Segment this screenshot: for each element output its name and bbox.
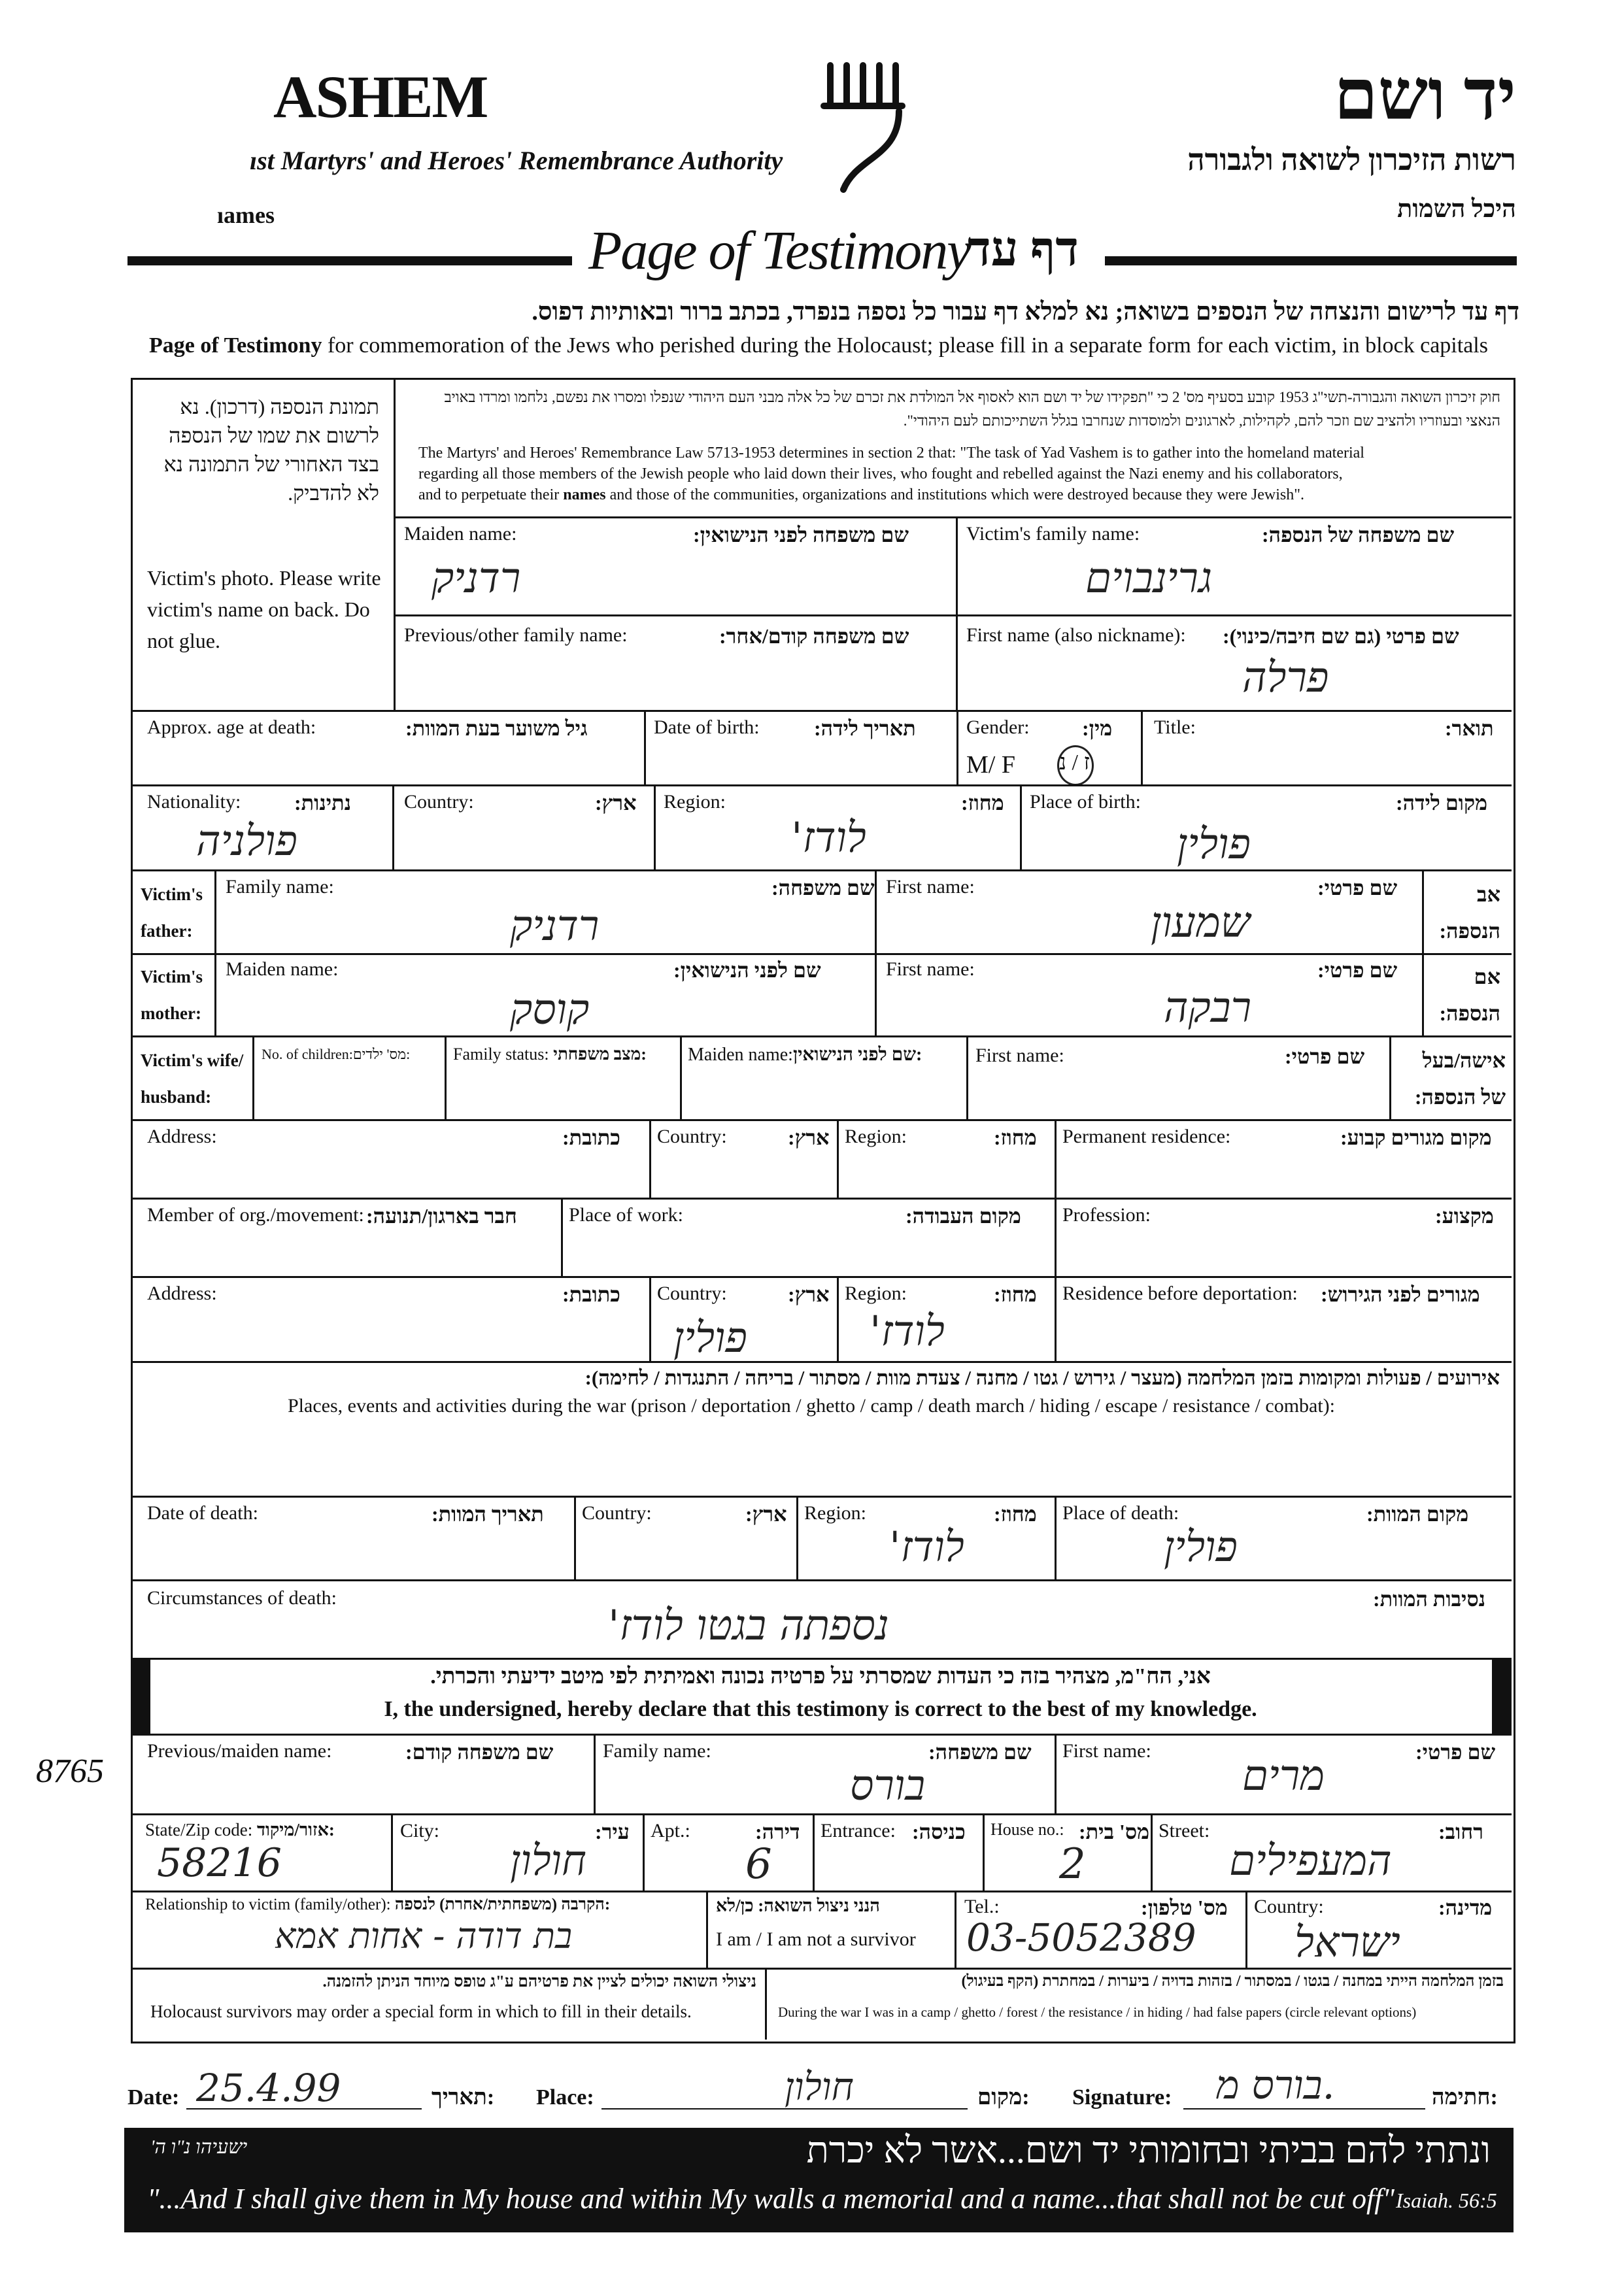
address-country-label-he: ארץ: <box>788 1126 830 1149</box>
mother-label-en: Victim's mother: <box>141 967 203 1023</box>
w-country-label-he: מדינה: <box>1438 1896 1493 1919</box>
w-first-value[interactable]: מרים <box>1242 1752 1325 1800</box>
w-country-label-en: Country: <box>1254 1896 1324 1917</box>
children-label-he: מס' ילדים: <box>352 1046 411 1062</box>
mother-first-value[interactable]: רבקה <box>1164 984 1252 1032</box>
relation-label-en: Relationship to victim (family/other): <box>145 1896 391 1913</box>
father-first-label-en: First name: <box>886 876 975 898</box>
mother-label-he: אם הנספה: <box>1439 965 1500 1025</box>
houseno-value[interactable]: 2 <box>1059 1840 1086 1889</box>
w-country-value[interactable]: ישראל <box>1294 1919 1400 1967</box>
intro-en <box>149 333 1488 358</box>
mother-first-label-he: שם פרטי: <box>1317 958 1398 982</box>
zip-label-en: State/Zip code: <box>145 1820 253 1840</box>
row-circ-rule <box>131 1579 1512 1581</box>
law-en3c: and those of the communities, organizations and institutions which were destroyed because they were Jewish". <box>605 486 1305 503</box>
father-first-value[interactable]: שמעון <box>1151 899 1251 947</box>
rel-div-2 <box>955 1891 956 1968</box>
waddr-div-5 <box>1151 1813 1153 1891</box>
yad-vashem-logo <box>817 59 915 196</box>
nat-div-3 <box>1020 784 1022 869</box>
declaration-bar-left <box>131 1658 150 1734</box>
resdep-region-label-en: Region: <box>845 1283 907 1304</box>
intro-en-text: for commemoration of the Jews who perished during the Holocaust; please fill in a separate form for each victim, in block capitals <box>322 333 1488 358</box>
family-name-label-he: שם משפחה של הנספה: <box>1262 523 1455 546</box>
waddr-div-4 <box>983 1813 985 1891</box>
signature-label-en: Signature: <box>1072 2085 1172 2110</box>
intro-he: דף עד לרישום והנצחה של הנספים בשואה; נא למלא דף עבור כל נספה בנפרד, בכתב ברור ובאותיות דפוס. <box>532 298 1519 326</box>
mother-maiden-label-en: Maiden name: <box>226 958 339 980</box>
dod-label-en: Date of death: <box>147 1502 258 1524</box>
dod-label-he: תאריך המוות: <box>431 1502 544 1526</box>
title-label-he: תואר: <box>1445 716 1494 740</box>
relation-label-he: הקרבה (משפחתית/אחרת) לנספה: <box>394 1896 611 1913</box>
dod-div-3 <box>1055 1496 1057 1579</box>
dod-div-2 <box>796 1496 798 1579</box>
pod-label-he: מקום המוות: <box>1366 1502 1469 1526</box>
w-prevmaiden-label-he: שם משפחה קודם: <box>405 1740 554 1764</box>
resdep-div-2 <box>837 1276 839 1361</box>
row-notes-rule <box>131 1968 1512 1970</box>
spouse-div-2 <box>445 1035 447 1119</box>
address-label-en: Address: <box>147 1126 217 1147</box>
gender-label-he: מין: <box>1082 716 1113 740</box>
addr-div-3 <box>1055 1119 1057 1198</box>
nationality-value[interactable]: פולניה <box>196 817 297 866</box>
gender-circle <box>1057 745 1094 786</box>
margin-number: 8765 <box>36 1753 104 1790</box>
quote-source-he: ישעיהו נ"ו ה' <box>150 2136 248 2158</box>
law-rule <box>394 516 1512 518</box>
special-form-en: Holocaust survivors may order a special form in which to fill in their details. <box>150 2002 692 2021</box>
wname-div-2 <box>1055 1734 1057 1813</box>
row-age-rule <box>131 710 1512 712</box>
first-name-value[interactable]: פרלה <box>1242 654 1329 702</box>
circ-label-en: Circumstances of death: <box>147 1587 337 1609</box>
quote-en: "...And I shall give them in My house and within My walls a memorial and a name...that shall not be cut off" <box>147 2183 1395 2215</box>
maiden-name-value[interactable]: רדניק <box>431 554 521 603</box>
family-status-label-en: Family status: <box>453 1045 549 1064</box>
pod-value[interactable]: פולין <box>1164 1523 1238 1572</box>
spouse-div-3 <box>680 1035 682 1119</box>
circ-label-he: נסיבות המוות: <box>1373 1587 1486 1611</box>
family-name-value[interactable]: גרינבוים <box>1085 554 1213 603</box>
law-en3b: names <box>563 486 606 503</box>
row-nat-rule <box>131 784 1512 786</box>
relation-value[interactable]: בת דודה - אחות אמא <box>275 1915 572 1957</box>
w-family-label-en: Family name: <box>603 1740 711 1762</box>
place-label-en: Place: <box>536 2085 594 2110</box>
org-subtitle-en: ıst Martyrs' and Heroes' Remembrance Authority <box>250 146 783 175</box>
page-title-en: Page of Testimony <box>588 220 970 281</box>
row-waddr-rule <box>131 1813 1512 1815</box>
events-label-he: אירועים / פעולות ומקומות בזמן המלחמה (מעצר / גירוש / גטו / מחנה / צעדת מוות / מסתור / בריחה / התנגדות / לחימה): <box>584 1366 1500 1389</box>
row-address-rule <box>131 1119 1512 1121</box>
nationality-label-en: Nationality: <box>147 791 241 813</box>
resdep-country-label-he: ארץ: <box>788 1283 830 1306</box>
father-div-2 <box>875 869 877 953</box>
address-label-he: כתובת: <box>562 1126 620 1149</box>
entrance-label-he: כניסה: <box>912 1820 966 1843</box>
father-family-label-he: שם משפחה: <box>771 876 875 899</box>
city-label-en: City: <box>400 1820 440 1841</box>
page-title-he: דף עד <box>968 223 1079 277</box>
gender-options[interactable]: M/ F <box>966 751 1015 779</box>
resdep-address-label-he: כתובת: <box>562 1283 620 1306</box>
perm-residence-label-en: Permanent residence: <box>1062 1126 1231 1147</box>
dod-country-label-he: ארץ: <box>745 1502 787 1526</box>
country-label-he: ארץ: <box>595 791 637 815</box>
region-value[interactable]: לודז' <box>791 814 866 862</box>
tel-label-he: מס' טלפון: <box>1141 1896 1228 1919</box>
row-wname-rule <box>131 1734 1512 1736</box>
age-label-he: גיל משוער בעת המוות: <box>405 716 588 740</box>
org-name-en: ASHEM <box>273 63 488 130</box>
address-region-label-en: Region: <box>845 1126 907 1147</box>
father-family-label-en: Family name: <box>226 876 334 898</box>
row-member-rule <box>131 1198 1512 1200</box>
pob-label-he: מקום לידה: <box>1396 791 1488 815</box>
waddr-div-3 <box>813 1813 815 1891</box>
father-family-value[interactable]: רדניק <box>510 902 600 950</box>
previous-name-label-he: שם משפחה קודם/אחר: <box>719 624 909 648</box>
profession-label-he: מקצוע: <box>1435 1204 1494 1228</box>
waddr-div-1 <box>391 1813 393 1891</box>
hall-of-names-he: היכל השמות <box>1397 195 1516 223</box>
zip-label <box>145 1820 335 1840</box>
spouse-maiden-label <box>688 1045 922 1066</box>
mother-maiden-label-he: שם לפני הנישואין: <box>673 958 821 982</box>
gender-label-en: Gender: <box>966 716 1030 738</box>
nat-div-1 <box>392 784 394 869</box>
mother-first-label-en: First name: <box>886 958 975 980</box>
row-resdep-rule <box>131 1276 1512 1278</box>
w-first-label-en: First name: <box>1062 1740 1151 1762</box>
street-label-en: Street: <box>1159 1820 1210 1841</box>
family-status-label <box>453 1045 647 1064</box>
resdep-label-en: Residence before deportation: <box>1062 1283 1298 1304</box>
zip-value[interactable]: 58216 <box>157 1840 282 1886</box>
spouse-first-label-en: First name: <box>975 1045 1064 1066</box>
region-label-he: מחוז: <box>961 791 1004 815</box>
apt-label-en: Apt.: <box>651 1820 690 1841</box>
dod-region-label-en: Region: <box>804 1502 866 1524</box>
photo-box-divider <box>394 378 396 710</box>
tel-label-en: Tel.: <box>964 1896 1000 1917</box>
title-label-en: Title: <box>1154 716 1196 738</box>
family-status-label-he: מצב משפחתי: <box>553 1045 647 1064</box>
resdep-country-value[interactable]: פולין <box>673 1314 747 1362</box>
age-div-2 <box>956 710 958 784</box>
circ-value[interactable]: נספתה בגטו לודז' <box>608 1602 889 1650</box>
signature-label-he: חתימה: <box>1432 2085 1498 2110</box>
resdep-country-label-en: Country: <box>657 1283 727 1304</box>
spouse-div-1 <box>252 1035 254 1119</box>
children-label-en: No. of children: <box>262 1046 353 1062</box>
spouse-first-label-he: שם פרטי: <box>1285 1045 1365 1068</box>
resdep-region-label-he: מחוז: <box>994 1283 1037 1306</box>
wname-div-1 <box>594 1734 596 1813</box>
first-name-label-en: First name (also nickname): <box>966 624 1186 646</box>
declaration-bar-right <box>1492 1658 1512 1734</box>
resdep-address-label-en: Address: <box>147 1283 217 1304</box>
quote-source-en: Isaiah. 56:5 <box>1396 2189 1497 2212</box>
city-label-he: עיר: <box>595 1820 630 1843</box>
mother-maiden-value[interactable]: קוסק <box>510 986 590 1034</box>
during-war-en: During the war I was in a camp / ghetto / forest / the resistance / in hiding / had false papers (circle relevant options) <box>778 2004 1417 2020</box>
apt-label-he: דירה: <box>755 1820 800 1843</box>
w-family-label-he: שם משפחה: <box>928 1740 1032 1764</box>
member-label-he: חבר בארגון/תנועה: <box>366 1204 517 1228</box>
relation-label <box>145 1896 610 1914</box>
tel-value[interactable]: 03-5052389 <box>966 1915 1196 1960</box>
photo-instructions-en: Victim's photo. Please write victim's name on back. Do not glue. <box>147 566 381 652</box>
quote-he: ונתתי להם בביתי ובחומותי יד ושם...אשר לא יכרת <box>806 2130 1491 2171</box>
member-div-2 <box>1055 1198 1057 1276</box>
resdep-label-he: מגורים לפני הגירוש: <box>1321 1283 1480 1306</box>
law-text-en-2: regarding all those members of the Jewish people who laid down their lives, who fought and rebelled against the Nazi enemy and his collaborators, <box>418 465 1343 482</box>
row-events-rule <box>131 1361 1512 1363</box>
row-dod-rule <box>131 1496 1512 1498</box>
nationality-label-he: נתינות: <box>294 791 352 815</box>
resdep-div-1 <box>649 1276 651 1361</box>
member-label-en: Member of org./movement: <box>147 1204 364 1226</box>
age-label-en: Approx. age at death: <box>147 716 316 738</box>
w-prevmaiden-label-en: Previous/maiden name: <box>147 1740 332 1762</box>
spouse-maiden-label-en: Maiden name: <box>688 1045 793 1065</box>
father-first-label-he: שם פרטי: <box>1317 876 1398 899</box>
name-divider <box>956 516 958 710</box>
region-label-en: Region: <box>664 791 726 813</box>
dod-country-label-en: Country: <box>582 1502 652 1524</box>
w-family-value[interactable]: בורס <box>850 1762 926 1810</box>
signature-line <box>1183 2108 1425 2110</box>
row-mother-rule <box>131 953 1512 955</box>
spouse-div-4 <box>966 1035 968 1119</box>
date-value[interactable]: 25.4.99 <box>196 2066 341 2110</box>
houseno-label-he: מס' בית: <box>1079 1820 1150 1843</box>
law-text-en-3 <box>418 486 1304 504</box>
city-value[interactable]: חולון <box>510 1837 586 1885</box>
profession-label-en: Profession: <box>1062 1204 1151 1226</box>
law-en3a: and to perpetuate their <box>418 486 564 503</box>
mother-div-3 <box>1422 953 1424 1035</box>
pod-label-en: Place of death: <box>1062 1502 1179 1524</box>
pob-value[interactable]: פולין <box>1177 820 1251 869</box>
title-rule-left <box>127 256 572 265</box>
declaration-en: I, the undersigned, hereby declare that this testimony is correct to the best of my knowledge. <box>384 1697 1257 1721</box>
age-div-1 <box>644 710 646 784</box>
apt-value[interactable]: 6 <box>745 1840 772 1889</box>
member-div-1 <box>561 1198 563 1276</box>
children-label <box>262 1046 410 1063</box>
address-region-label-he: מחוז: <box>994 1126 1037 1149</box>
rel-div-3 <box>1245 1891 1247 1968</box>
pob-label-en: Place of birth: <box>1030 791 1141 813</box>
place-label-he: מקום: <box>977 2085 1030 2110</box>
row-spouse-rule <box>131 1035 1512 1037</box>
spouse-div-5 <box>1389 1035 1391 1119</box>
date-label-he: תאריך: <box>431 2085 495 2110</box>
rel-div-1 <box>706 1891 708 1968</box>
title-rule-right <box>1105 256 1517 265</box>
row-decl-rule <box>131 1658 1512 1660</box>
waddr-div-2 <box>643 1813 645 1891</box>
previous-name-label-en: Previous/other family name: <box>404 624 628 646</box>
father-label-en: Victim's father: <box>141 884 203 941</box>
family-name-label-en: Victim's family name: <box>966 523 1140 545</box>
row-father-rule <box>131 869 1512 871</box>
mother-div-2 <box>875 953 877 1035</box>
special-form-he: ניצולי השואה יכולים לציין את פרטיהם ע"ג טופס מיוחד הניתן להזמנה. <box>322 1973 756 1991</box>
dod-region-value[interactable]: לודז' <box>889 1523 964 1572</box>
perm-residence-label-he: מקום מגורים קבוע: <box>1340 1126 1492 1149</box>
events-label-en: Places, events and activities during the war (prison / deportation / ghetto / camp / death march / hiding / escape / resistance / combat): <box>288 1395 1336 1417</box>
father-div-3 <box>1422 869 1424 953</box>
signature-value[interactable]: בורס מ. <box>1216 2062 1335 2108</box>
dob-label-he: תאריך לידה: <box>814 716 916 740</box>
place-value[interactable]: חולון <box>785 2064 854 2109</box>
work-label-en: Place of work: <box>569 1204 683 1226</box>
spouse-maiden-label-he: שם לפני הנישואין: <box>792 1045 922 1065</box>
law-text-en-1: The Martyrs' and Heroes' Remembrance Law 5713-1953 determines in section 2 that: "The task of Yad Vashem is to gather into the homeland material <box>418 445 1364 462</box>
work-label-he: מקום העבודה: <box>905 1204 1021 1228</box>
row-relation-rule <box>131 1891 1512 1892</box>
org-subtitle-he: רשות הזיכרון לשואה ולגבורה <box>1187 143 1516 176</box>
date-label-en: Date: <box>127 2085 180 2110</box>
father-div-1 <box>214 869 216 953</box>
maiden-name-label-en: Maiden name: <box>404 523 517 545</box>
org-name-he: יד ושם <box>1334 57 1516 135</box>
country-label-en: Country: <box>404 791 474 813</box>
addr-div-2 <box>837 1119 839 1198</box>
dod-region-label-he: מחוז: <box>994 1502 1037 1526</box>
name-rule <box>394 614 1512 616</box>
dod-div-1 <box>574 1496 576 1579</box>
age-div-3 <box>1141 710 1143 784</box>
addr-div-1 <box>649 1119 651 1198</box>
houseno-label-en: House no.: <box>990 1820 1064 1839</box>
street-value[interactable]: המעפילים <box>1229 1837 1392 1885</box>
street-label-he: רחוב: <box>1438 1820 1483 1843</box>
spouse-label-en: Victim's wife/ husband: <box>141 1051 244 1107</box>
spouse-label-he: אישה/בעל של הנספה: <box>1414 1049 1506 1109</box>
resdep-div-3 <box>1055 1276 1057 1361</box>
father-label-he: אב הנספה: <box>1439 882 1500 943</box>
survivor-label-en[interactable]: I am / I am not a survivor <box>716 1928 916 1950</box>
nat-div-2 <box>654 784 656 869</box>
law-text-he: חוק זיכרון השואה והגבורה-תשי"ג 1953 קובע בסעיף מס' 2 כי "תפקידו של יד ושם הוא לאסוף אל המולדת את זכרם של כל אלה מבני העם היהודי שנפלו ומסרו את נפשם, נלחמו ומרדו באויב הנאצי ובעוזריו ולהציב שם וזכר להם, לקהילות, לארגונים ולמוסדות שנחרבו בגלל השתייכותם לעם היהודי". <box>444 389 1500 429</box>
declaration-he: אני, הח"מ, מצהיר בזה כי העדות שמסרתי על פרטיה נכונה ואמיתית לפי מיטב ידיעתי והכרתי. <box>430 1664 1211 1689</box>
dob-label-en: Date of birth: <box>654 716 760 738</box>
gender-options-he[interactable]: ז / נ <box>1059 750 1090 775</box>
notes-div <box>765 1968 767 2040</box>
hall-of-names-en: ıames <box>217 202 275 228</box>
survivor-label-he: הנני ניצול השואה: כן/לא <box>716 1896 880 1915</box>
mother-div-1 <box>214 953 216 1035</box>
resdep-region-value[interactable]: לודז' <box>870 1307 945 1356</box>
during-war-he: בזמן המלחמה הייתי במחנה / בגטו / במסתור / בזהות בדויה / ביערות / במחתרת (הקף בעיגול) <box>961 1973 1504 1990</box>
w-first-label-he: שם פרטי: <box>1415 1740 1496 1764</box>
address-country-label-en: Country: <box>657 1126 727 1147</box>
photo-instructions-he: תמונת הנספה (דרכון). נא לרשום את שמו של הנספה בצד האחורי של התמונה נא לא להדביק. <box>163 395 379 505</box>
intro-en-bold: Page of Testimony <box>149 333 322 358</box>
zip-label-he: אזור/מיקוד: <box>256 1820 335 1840</box>
first-name-label-he: שם פרטי (גם שם חיבה/כינוי): <box>1223 624 1459 648</box>
maiden-name-label-he: שם משפחה לפני הנישואין: <box>693 523 909 546</box>
entrance-label-en: Entrance: <box>820 1820 896 1841</box>
